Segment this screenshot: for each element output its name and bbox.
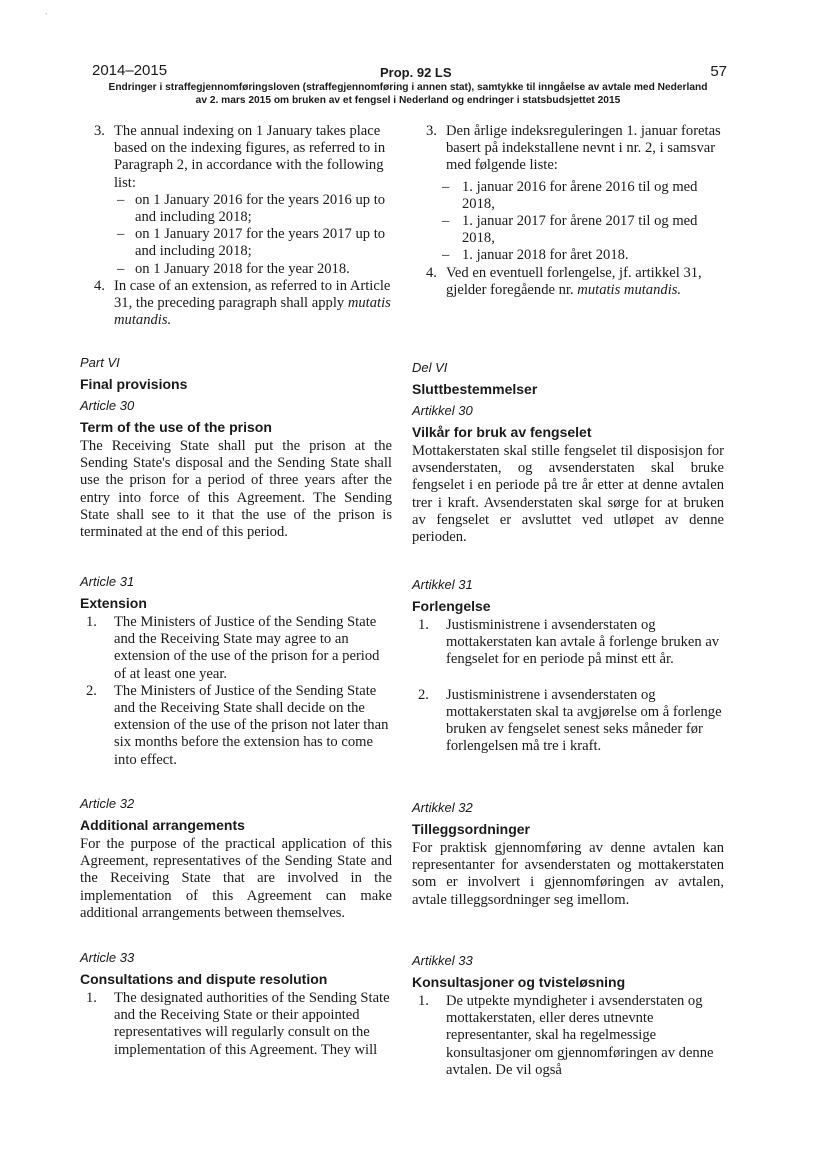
list-item [80, 123, 392, 192]
no-article-31 [412, 577, 724, 755]
article-label: Artikkel 33 [412, 953, 473, 968]
dash-item-text: 1. januar 2017 for årene 2017 til og med 2018, [462, 213, 698, 247]
list-item [80, 683, 392, 769]
list-item [80, 278, 392, 330]
item-text: Den årlige indeksreguleringen 1. januar foretas basert på indekstallene nevnt i nr. 2, i samsvar med følgende liste: [446, 123, 721, 174]
dash-marker: – [442, 247, 450, 264]
dash-item [412, 179, 724, 213]
list-item [412, 265, 724, 299]
dash-marker: – [442, 178, 450, 195]
item-number: 4. [94, 277, 105, 294]
item-text: De utpekte myndigheter i avsenderstaten og mottakerstaten, eller deres utnevnte representanter, skal ha regelmessige konsultasjoner om gjennomføringen av denne avtalen. De vil også [446, 993, 714, 1078]
article-title: Term of the use of the prison [80, 419, 272, 435]
article-title: Konsultasjoner og tvisteløsning [412, 974, 626, 990]
item-number: 2. [418, 686, 429, 703]
scan-mark: ` [45, 12, 48, 21]
dash-marker: – [117, 260, 125, 277]
article-label: Artikkel 31 [412, 577, 473, 592]
en-part-vi [80, 355, 392, 541]
item-number: 1. [418, 617, 429, 633]
subtitle-line-1: Endringer i straffegjennomføringsloven (straffegjennomføring i annen stat), samtykke til inngåelse av avtale med Nederland [108, 82, 708, 93]
article-title: Additional arrangements [80, 817, 245, 833]
article-title: Vilkår for bruk av fengselet [412, 424, 592, 440]
list-item [412, 617, 724, 669]
dash-item [412, 213, 724, 247]
part-label: Del VI [412, 360, 448, 375]
article-title: Forlengelse [412, 598, 491, 614]
item-number: 1. [418, 993, 429, 1009]
item-text: Ved en eventuell forlengelse, jf. artikkel 31, gjelder foregående nr. [446, 264, 702, 298]
part-label: Part VI [80, 355, 120, 370]
dash-marker: – [117, 191, 125, 208]
article-label: Article 32 [80, 796, 135, 811]
en-article-33 [80, 950, 392, 1059]
dash-item [412, 247, 724, 264]
item-text: The annual indexing on 1 January takes place based on the indexing figures, as referred to in Paragraph 2, in accordance with the following list: [114, 123, 386, 191]
article-label: Article 30 [80, 398, 135, 413]
article-title: Extension [80, 595, 147, 611]
article-label: Article 31 [80, 574, 135, 589]
item-number: 1. [86, 614, 97, 630]
item-text: The designated authorities of the Sending State and the Receiving State or their appointed representatives will regularly consult on the implementation of this Agreement. They will [114, 990, 390, 1058]
dash-item-text: 1. januar 2018 for året 2018. [462, 247, 629, 264]
item-text: The Ministers of Justice of the Sending State and the Receiving State shall decide on the extension of the use of the prison not later than six months before the extension has to come into effect. [114, 682, 389, 768]
proposition-number: Prop. 92 LS [380, 65, 452, 80]
list-item [412, 123, 724, 175]
dash-item [80, 226, 392, 260]
no-article-32 [412, 800, 724, 909]
article-text: For praktisk gjennomføring av denne avtalen kan representanter for avsenderstaten og mottakerstaten som er involvert i gjennomføringen av avtalen, avtale tilleggsordninger seg imellom. [412, 840, 724, 908]
running-header [92, 60, 740, 80]
no-article-33 [412, 953, 724, 1079]
dash-marker: – [442, 213, 450, 230]
en-item-3-block [80, 123, 392, 329]
session-year: 2014–2015 [92, 62, 168, 79]
article-label: Artikkel 30 [412, 403, 473, 418]
list-item [80, 990, 392, 1059]
no-item-3-block [412, 123, 724, 299]
dash-item-text: 1. januar 2016 for årene 2016 til og med 2018, [462, 178, 698, 212]
item-text: In case of an extension, as referred to in Article 31, the preceding paragraph shall apply [114, 277, 391, 312]
part-title: Sluttbestemmelser [412, 381, 538, 397]
article-label: Article 33 [80, 950, 135, 965]
en-article-32 [80, 796, 392, 922]
dash-item-text: on 1 January 2018 for the year 2018. [135, 260, 350, 277]
running-subtitle [92, 81, 724, 107]
article-text: For the purpose of the practical application of this Agreement, representatives of the Sending State and the Receiving State that are involved in the implementation of this Agreement can make additional arrangements between themselves. [80, 836, 392, 921]
item-number: 2. [86, 682, 97, 699]
item-text: Justisministrene i avsenderstaten og mottakerstaten skal ta avgjørelse om å forlenge bruken av fengselet senest seks måneder før forlengelsen må tre i kraft. [446, 686, 722, 755]
dash-item [80, 192, 392, 226]
en-article-31 [80, 574, 392, 769]
item-italic-text: mutatis mutandis. [114, 295, 391, 329]
list-item [80, 614, 392, 683]
article-label: Artikkel 32 [412, 800, 473, 815]
item-number: 4. [426, 264, 437, 281]
list-item [412, 993, 724, 1079]
dash-item-text: on 1 January 2016 for the years 2016 up to and including 2018; [135, 191, 386, 226]
no-part-vi [412, 360, 724, 546]
dash-item [80, 261, 392, 278]
page-number: 57 [710, 63, 727, 80]
item-number: 1. [86, 990, 97, 1006]
subtitle-line-2: av 2. mars 2015 om bruken av et fengsel i Nederland og endringer i statsbudsjettet 2015 [195, 95, 621, 106]
item-text: The Ministers of Justice of the Sending State and the Receiving State may agree to an extension of the use of the prison for a period of at least one year. [114, 614, 380, 682]
item-text: Justisministrene i avsenderstaten og mottakerstaten kan avtale å forlenge bruken av fengselet for en periode på minst ett år. [446, 617, 720, 668]
article-title: Tilleggsordninger [412, 821, 530, 837]
item-number: 3. [426, 123, 437, 139]
article-text: The Receiving State shall put the prison at the Sending State's disposal and the Sending State shall use the prison for a period of three years after the entry into force of this Agreement. The Sending State shall see to it that the use of the prison is terminated at the end of this period. [80, 438, 392, 541]
item-number: 3. [94, 123, 105, 139]
article-title: Consultations and dispute resolution [80, 971, 328, 987]
part-title: Final provisions [80, 376, 188, 392]
item-italic-text: mutatis mutandis. [577, 281, 682, 298]
list-item [412, 687, 724, 756]
article-text: Mottakerstaten skal stille fengselet til disposisjon for avsenderstaten, og avsenderstaten skal bruke fengselet i en periode på tre år etter at denne avtalen trer i kraft. Avsenderstaten skal sørge for at bruken av fengselet er avsluttet ved utløpet av denne perioden. [412, 443, 724, 546]
dash-marker: – [117, 226, 125, 243]
dash-item-text: on 1 January 2017 for the years 2017 up to and including 2018; [135, 226, 386, 260]
